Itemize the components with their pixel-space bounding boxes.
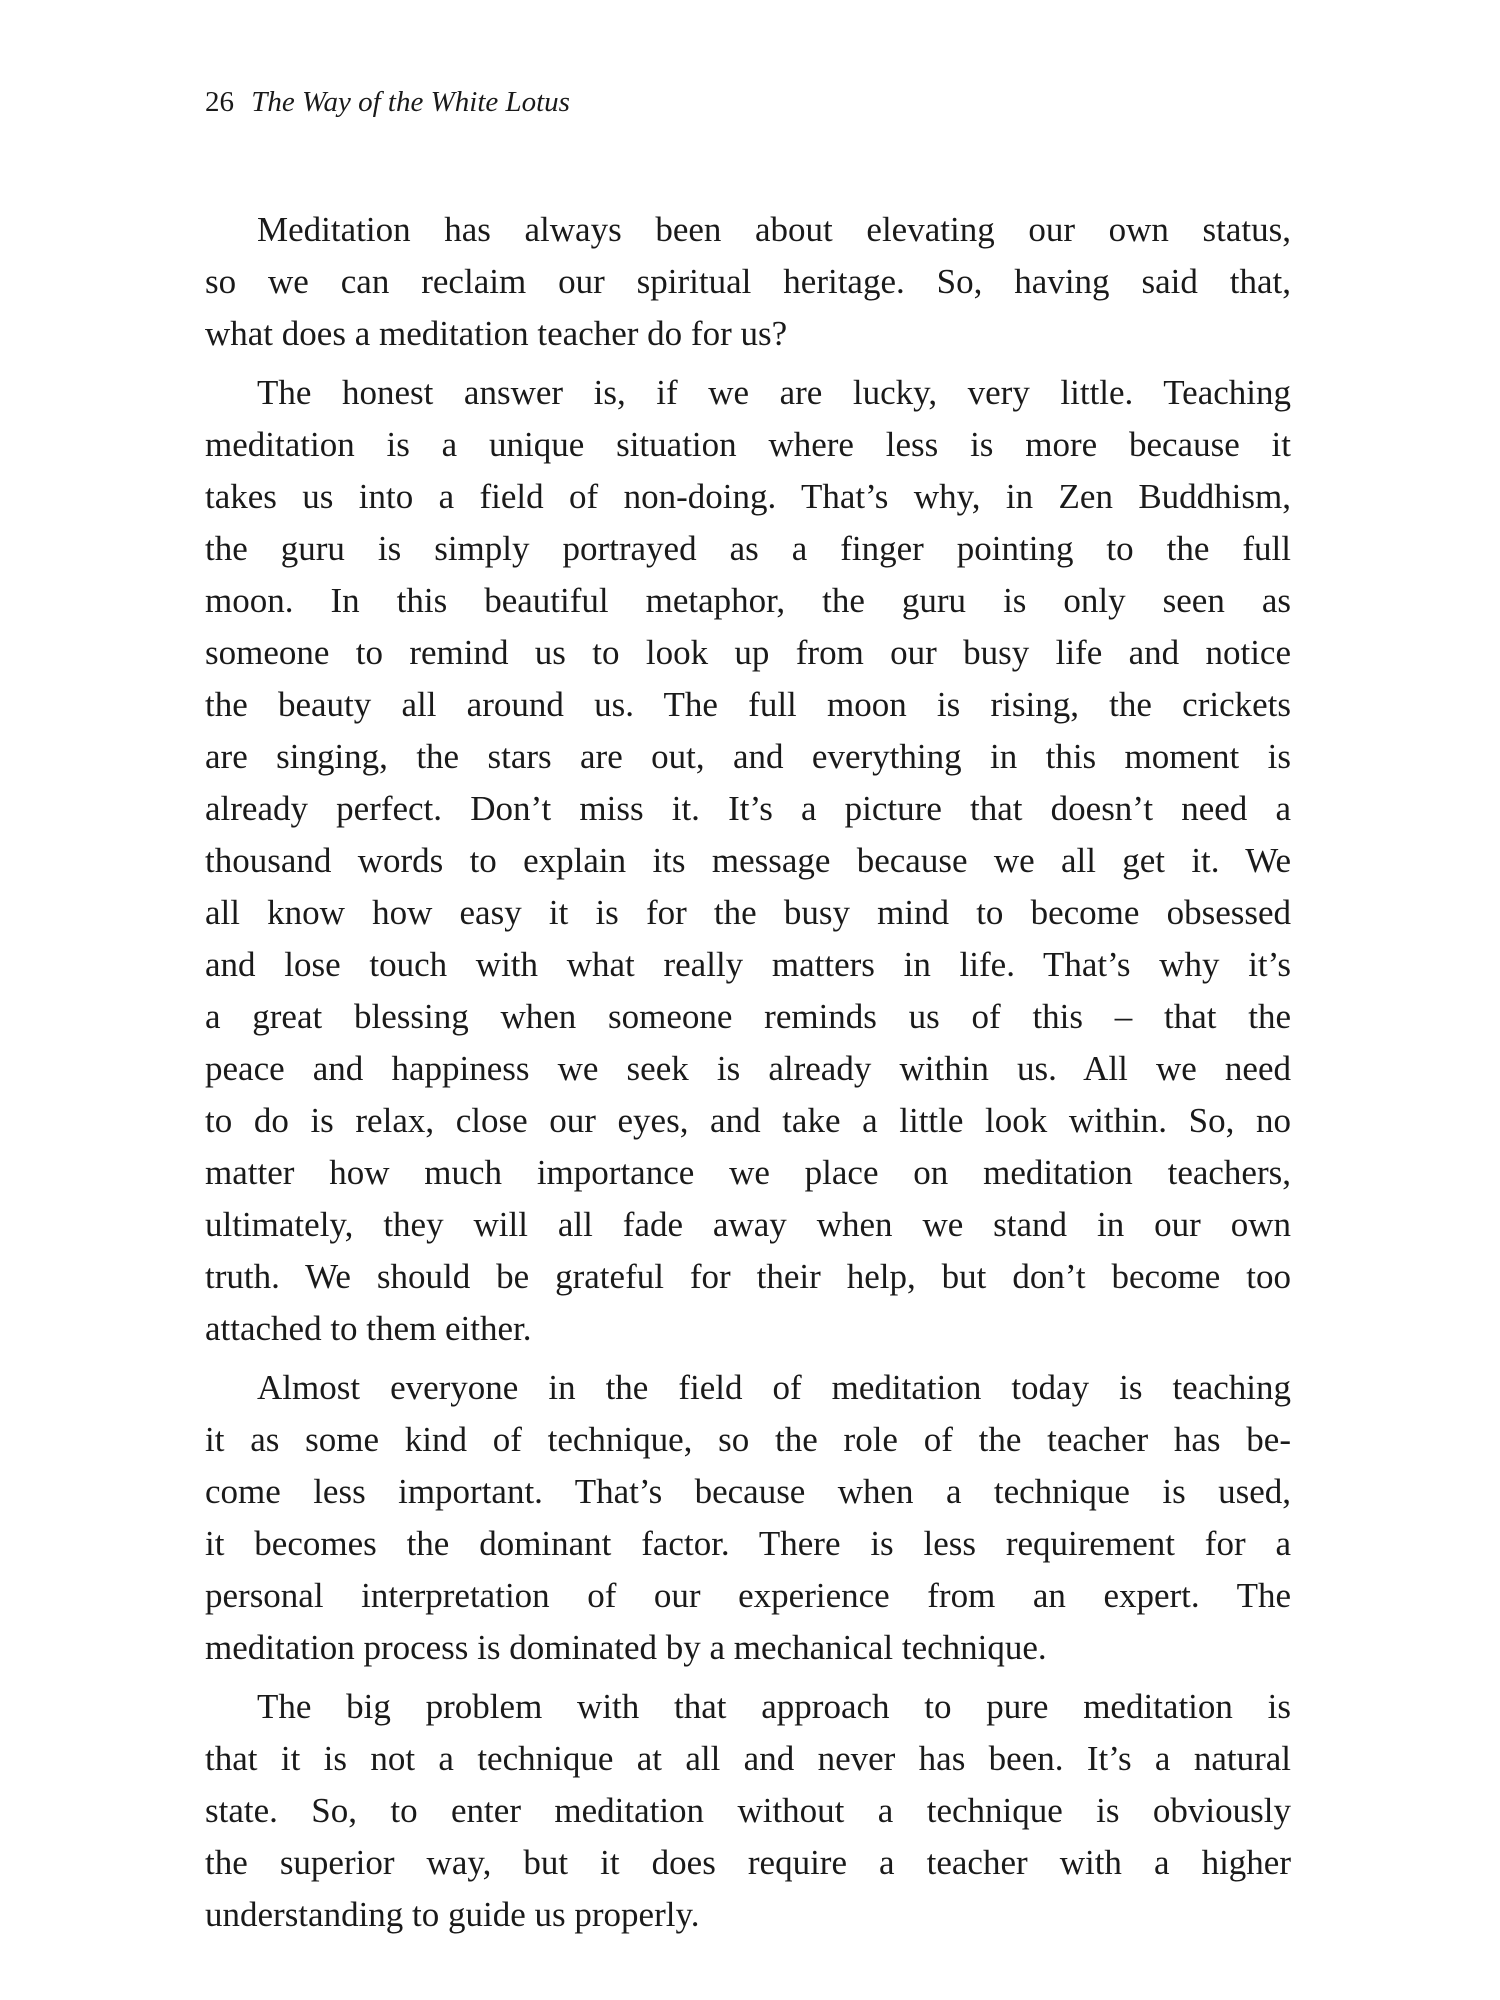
page-number: 26 xyxy=(205,86,234,118)
book-title: The Way of the White Lotus xyxy=(251,86,570,118)
text-line: matter how much importance we place on meditation teachers, xyxy=(205,1153,1291,1192)
text-line: understanding to guide us properly. xyxy=(205,1895,700,1934)
text-line: meditation is a unique situation where less is more because it xyxy=(205,425,1291,464)
text-line: so we can reclaim our spiritual heritage. So, having said that, xyxy=(205,262,1291,301)
text-line: Almost everyone in the field of meditation today is teaching xyxy=(257,1368,1291,1407)
text-line: that it is not a technique at all and never has been. It’s a natural xyxy=(205,1739,1291,1778)
paragraph xyxy=(205,204,1291,360)
text-line: the beauty all around us. The full moon is rising, the crickets xyxy=(205,685,1291,724)
text-line: personal interpretation of our experience from an expert. The xyxy=(205,1576,1291,1615)
text-line: truth. We should be grateful for their help, but don’t become too xyxy=(205,1257,1291,1296)
text-line: moon. In this beautiful metaphor, the guru is only seen as xyxy=(205,581,1291,620)
text-line: takes us into a field of non-doing. That’s why, in Zen Buddhism, xyxy=(205,477,1291,516)
text-line: the superior way, but it does require a teacher with a higher xyxy=(205,1843,1291,1882)
text-line: Meditation has always been about elevating our own status, xyxy=(257,210,1291,249)
running-header xyxy=(205,86,570,119)
text-line: it as some kind of technique, so the role of the teacher has be- xyxy=(205,1420,1291,1459)
text-line: are singing, the stars are out, and everything in this moment is xyxy=(205,737,1291,776)
text-line: state. So, to enter meditation without a technique is obviously xyxy=(205,1791,1291,1830)
paragraph xyxy=(205,1681,1291,1941)
paragraph xyxy=(205,1362,1291,1674)
text-line: attached to them either. xyxy=(205,1309,532,1348)
text-line: all know how easy it is for the busy mind to become obsessed xyxy=(205,893,1291,932)
text-line: peace and happiness we seek is already within us. All we need xyxy=(205,1049,1291,1088)
text-line: meditation process is dominated by a mechanical technique. xyxy=(205,1628,1047,1667)
text-line: The honest answer is, if we are lucky, very little. Teaching xyxy=(257,373,1291,412)
text-line: what does a meditation teacher do for us? xyxy=(205,314,788,353)
text-line: come less important. That’s because when a technique is used, xyxy=(205,1472,1291,1511)
paragraph xyxy=(205,367,1291,1355)
text-line: already perfect. Don’t miss it. It’s a picture that doesn’t need a xyxy=(205,789,1291,828)
text-line: to do is relax, close our eyes, and take a little look within. So, no xyxy=(205,1101,1291,1140)
text-line: it becomes the dominant factor. There is less requirement for a xyxy=(205,1524,1291,1563)
text-line: thousand words to explain its message because we all get it. We xyxy=(205,841,1291,880)
text-line: a great blessing when someone reminds us of this – that the xyxy=(205,997,1291,1036)
text-line: the guru is simply portrayed as a finger pointing to the full xyxy=(205,529,1291,568)
text-line: someone to remind us to look up from our busy life and notice xyxy=(205,633,1291,672)
text-line: ultimately, they will all fade away when we stand in our own xyxy=(205,1205,1291,1244)
text-line: The big problem with that approach to pure meditation is xyxy=(257,1687,1291,1726)
text-line: and lose touch with what really matters in life. That’s why it’s xyxy=(205,945,1291,984)
body-text xyxy=(205,204,1291,1948)
